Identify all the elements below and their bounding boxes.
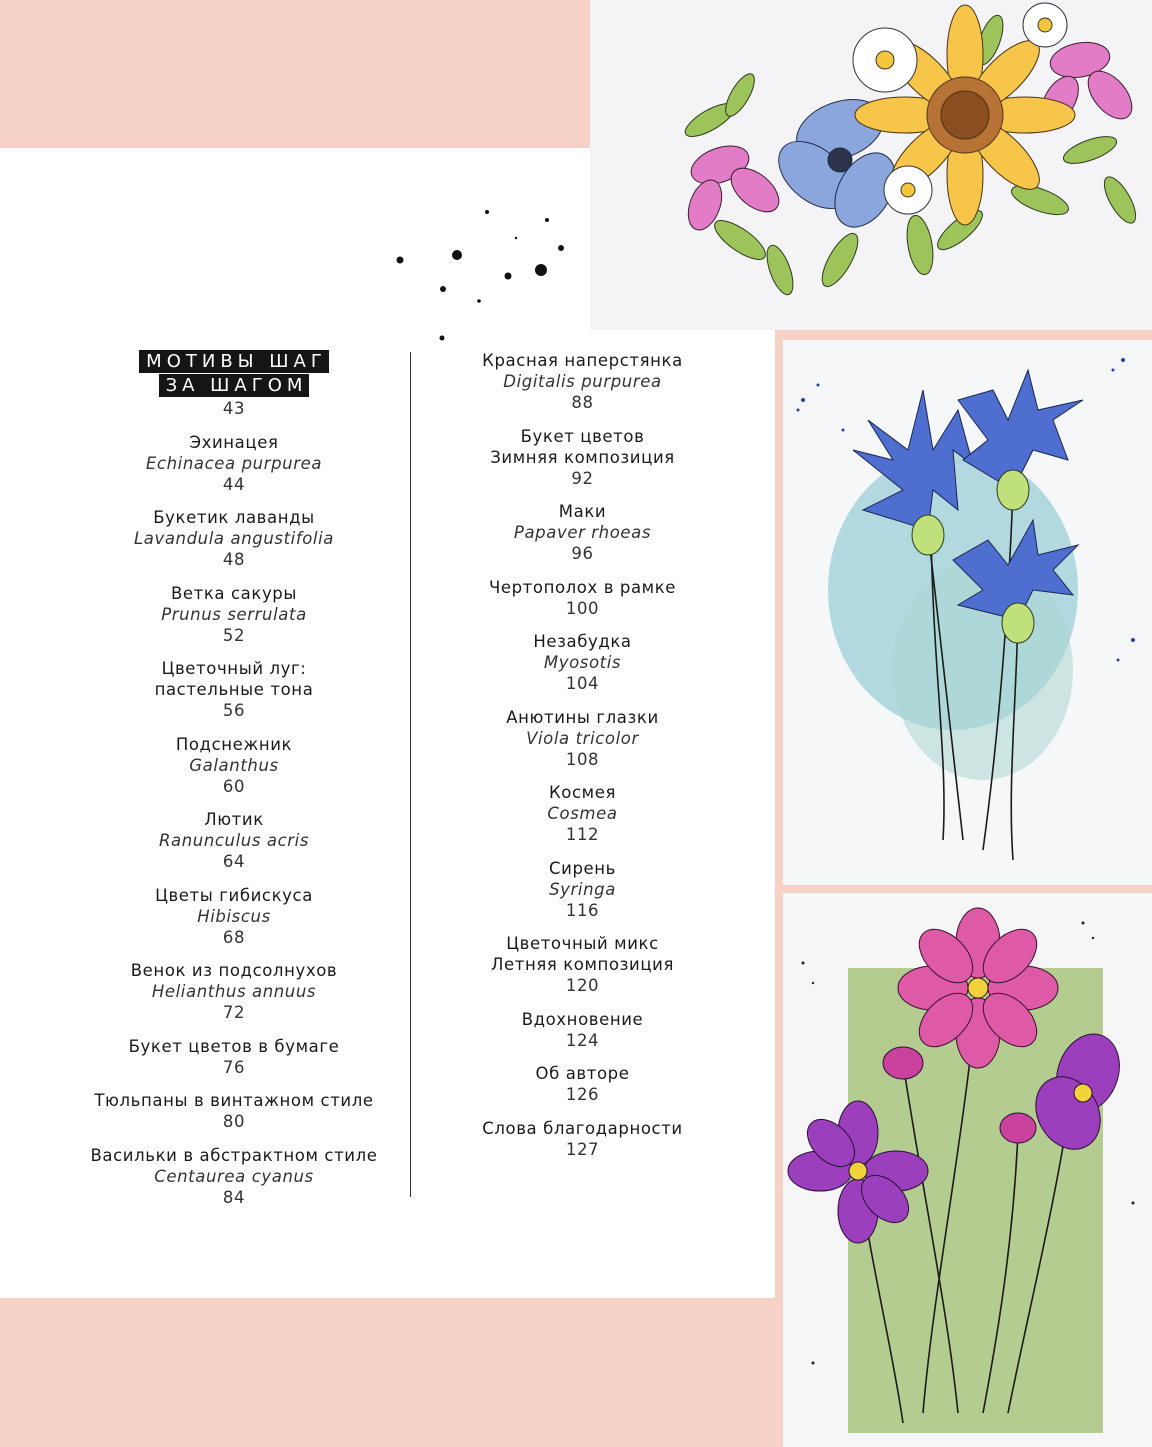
entry-latin: Syringa xyxy=(549,879,616,899)
entry-title: Подснежник xyxy=(175,734,293,754)
entry-latin: Myosotis xyxy=(543,653,622,672)
toc-entry[interactable] xyxy=(90,734,378,797)
entry-latin: Echinacea purpurea xyxy=(145,453,323,473)
toc-column-right xyxy=(440,350,725,1172)
entry-title: Цветочный микс xyxy=(506,934,659,953)
toc-entry[interactable] xyxy=(90,1036,378,1078)
entry-subtitle: пастельные тона xyxy=(154,680,314,699)
toc-entry[interactable] xyxy=(90,1090,378,1132)
pink-band-top xyxy=(0,0,590,148)
entry-title: Букет цветов xyxy=(520,426,645,446)
toc-entry[interactable] xyxy=(440,933,725,996)
entry-title: Букетик лаванды xyxy=(153,508,315,527)
page-number: 112 xyxy=(565,825,600,844)
entry-latin: Viola tricolor xyxy=(526,728,639,748)
column-divider xyxy=(410,352,411,1197)
page-number: 127 xyxy=(565,1139,600,1159)
toc-entry[interactable] xyxy=(90,809,378,872)
heading-line-2: ЗА ШАГОМ xyxy=(159,374,310,397)
toc-entry[interactable] xyxy=(440,707,725,770)
page-number: 76 xyxy=(222,1057,246,1077)
entry-title: Маки xyxy=(558,502,607,521)
toc-entry[interactable] xyxy=(440,1063,725,1105)
toc-entry[interactable] xyxy=(440,858,725,921)
toc-column-left xyxy=(90,350,378,1220)
entry-title: Анютины глазки xyxy=(506,707,659,727)
bouquet-illustration xyxy=(590,0,1152,330)
toc-entry[interactable] xyxy=(440,1118,725,1160)
page-number: 52 xyxy=(222,625,246,645)
toc-entry[interactable] xyxy=(90,1145,378,1208)
entry-latin: Lavandula angustifolia xyxy=(133,529,335,548)
page-number: 64 xyxy=(222,852,246,871)
entry-latin: Ranunculus acris xyxy=(158,831,310,850)
page-number: 60 xyxy=(222,776,246,796)
entry-latin: Papaver rhoeas xyxy=(513,523,652,542)
page-number: 56 xyxy=(222,701,246,720)
page-number: 92 xyxy=(571,468,594,488)
pink-band-bottom xyxy=(0,1298,780,1447)
page-number: 88 xyxy=(571,393,594,412)
page-number: 104 xyxy=(565,674,600,693)
entry-title: Букет цветов в бумаге xyxy=(128,1036,340,1056)
page-number: 108 xyxy=(565,749,600,769)
entry-subtitle: Зимняя композиция xyxy=(490,447,675,467)
page-number: 126 xyxy=(565,1085,600,1104)
entry-title: Цветочный луг: xyxy=(161,659,307,678)
page-number: 84 xyxy=(222,1187,246,1207)
entry-title: Тюльпаны в винтажном стиле xyxy=(94,1091,374,1110)
section-heading xyxy=(90,350,378,398)
page-number: 116 xyxy=(565,900,600,920)
entry-latin: Digitalis purpurea xyxy=(503,372,662,391)
entry-title: Эхинацея xyxy=(189,432,279,452)
entry-latin: Hibiscus xyxy=(197,906,271,926)
heading-line-1: МОТИВЫ ШАГ xyxy=(139,350,329,373)
entry-title: Слова благодарности xyxy=(482,1118,683,1138)
entry-title: Красная наперстянка xyxy=(482,351,683,370)
page-number: 96 xyxy=(571,544,594,563)
toc-entry[interactable] xyxy=(440,350,725,413)
entry-latin: Helianthus annuus xyxy=(151,982,317,1001)
page-number: 80 xyxy=(222,1112,246,1131)
entry-title: Космея xyxy=(548,783,616,802)
entry-title: Незабудка xyxy=(533,632,632,651)
entry-latin: Centaurea cyanus xyxy=(154,1166,314,1186)
entry-title: Чертополох в рамке xyxy=(488,577,677,597)
entry-latin: Cosmea xyxy=(547,804,618,823)
cosmos-illustration xyxy=(783,893,1152,1447)
toc-entry[interactable] xyxy=(90,885,378,948)
toc-entry[interactable] xyxy=(440,1009,725,1051)
page-number: 48 xyxy=(222,550,246,569)
entry-latin: Galanthus xyxy=(189,755,279,775)
toc-entry[interactable] xyxy=(90,583,378,646)
entry-subtitle: Летняя композиция xyxy=(490,955,675,974)
entry-title: Лютик xyxy=(204,810,264,829)
toc-entry[interactable] xyxy=(90,960,378,1023)
entry-title: Вдохновение xyxy=(521,1009,644,1029)
entry-title: Ветка сакуры xyxy=(170,583,298,603)
toc-entry[interactable] xyxy=(440,782,725,845)
toc-entry[interactable] xyxy=(90,658,378,721)
toc-entry[interactable] xyxy=(90,432,378,495)
heading-page-number xyxy=(90,398,378,419)
page-number: 100 xyxy=(565,598,600,618)
page-number: 120 xyxy=(565,976,600,995)
toc-entry[interactable] xyxy=(440,426,725,489)
page-number: 68 xyxy=(222,927,246,947)
cornflowers-illustration xyxy=(783,340,1152,885)
entry-title: Об авторе xyxy=(535,1064,630,1083)
page-number: 124 xyxy=(565,1030,600,1050)
decorative-dots xyxy=(390,205,580,345)
page-number: 44 xyxy=(222,474,246,494)
entry-title: Сирень xyxy=(549,858,616,878)
page-number: 43 xyxy=(222,399,246,418)
toc-entry[interactable] xyxy=(440,501,725,564)
toc-entry[interactable] xyxy=(440,631,725,694)
entry-title: Венок из подсолнухов xyxy=(130,961,338,980)
entry-latin: Prunus serrulata xyxy=(161,604,307,624)
page-number: 72 xyxy=(222,1003,246,1022)
entry-title: Васильки в абстрактном стиле xyxy=(90,1145,378,1165)
entry-title: Цветы гибискуса xyxy=(155,885,313,905)
toc-entry[interactable] xyxy=(90,507,378,570)
toc-entry[interactable] xyxy=(440,577,725,619)
